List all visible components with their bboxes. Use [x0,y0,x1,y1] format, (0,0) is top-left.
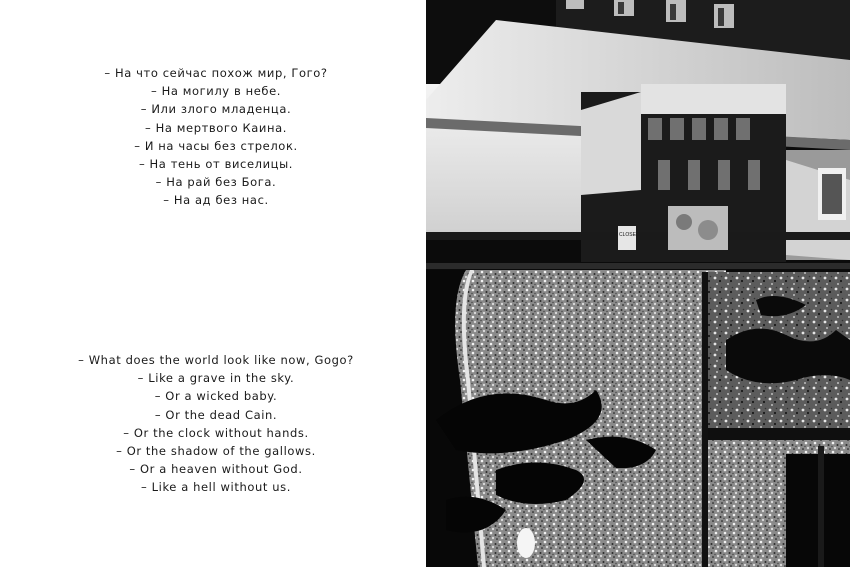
poem-line: – Or a wicked baby. [154,389,278,404]
poem-line: – На тень от виселицы. [138,156,294,171]
poem-line: – На рай без Бога. [155,175,277,190]
poem-line: – What does the world look like now, Gogo? [78,353,354,367]
poem-line: – Or a heaven without God. [129,462,303,477]
poem-russian [0,64,432,210]
poem-line: – На что сейчас похож мир, Гого? [104,66,328,80]
poem-line: – Like a hell without us. [141,480,291,495]
poem-line: – Or the clock without hands. [123,425,309,440]
poem-line: – Или злого младенца. [140,102,292,117]
poem-line: – Like a grave in the sky. [137,371,295,386]
poem-line: – На мертвого Каина. [145,120,287,135]
poem-line: – На ад без нас. [163,193,269,208]
bw-street-reflection-photo [426,0,850,567]
poem-english [0,351,432,497]
photo-page [426,0,850,567]
poem-line: – Or the shadow of the gallows. [116,443,316,458]
box-label: CLOSE [619,232,636,238]
poem-line: – На могилу в небе. [150,84,282,99]
poem-line: – Or the dead Cain. [154,407,278,422]
poem-line: – И на часы без стрелок. [134,138,298,153]
